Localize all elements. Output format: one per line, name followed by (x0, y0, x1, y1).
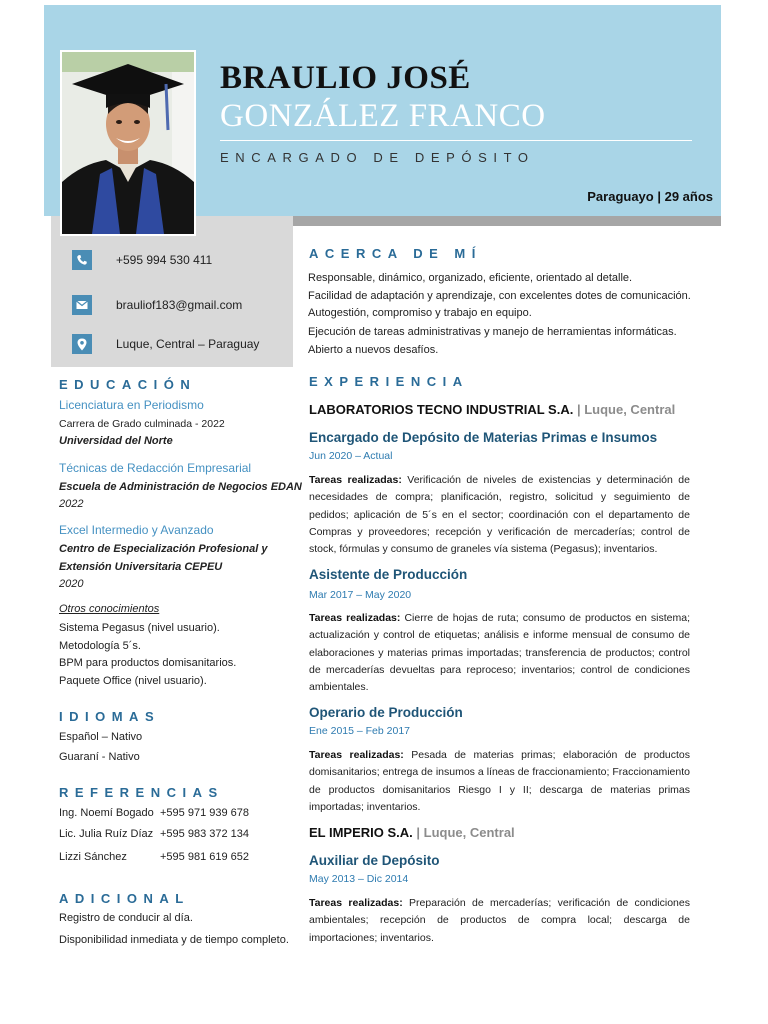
company-title: EL IMPERIO S.A. (309, 825, 413, 840)
contact-location: Luque, Central – Paraguay (116, 337, 260, 351)
additional-item: Registro de conducir al día. (59, 912, 193, 924)
role-title: Asistente de Producción (309, 567, 468, 582)
company-name (309, 402, 675, 417)
tasks-text: Cierre de hojas de ruta; consumo de productos en sistema; actualización y control de etiquetas; análisis e informe mensual de consumo de elaboraciones y materias primas importadas; transferencia de productos; control de mercaderías devueltas para reproceso; inventarios; control de condiciones ambientales. (309, 612, 691, 694)
last-name: GONZÁLEZ FRANCO (220, 98, 546, 134)
about-line: Responsable, dinámico, organizado, eficiente, orientado al detalle. (308, 272, 633, 284)
email-icon (72, 295, 92, 315)
contact-email[interactable]: brauliof183@gmail.com (116, 298, 243, 312)
languages-title: IDIOMAS (59, 709, 161, 724)
company-name (309, 825, 515, 840)
role-tasks (309, 610, 690, 696)
additional-title: ADICIONAL (59, 891, 190, 906)
company-location: | Luque, Central (416, 825, 515, 840)
reference-phone: +595 971 939 678 (160, 807, 250, 819)
additional-item: Disponibilidad inmediata y de tiempo completo. (59, 934, 289, 946)
education-detail: Carrera de Grado culminada - 2022 (59, 418, 225, 430)
about-line: Facilidad de adaptación y aprendizaje, con excelentes dotes de comunicación. (308, 290, 691, 302)
reference-phone: +595 983 372 134 (160, 828, 250, 840)
tasks-text: Verificación de niveles de existencias y determinación de necesidades de compra; planificación, registro, solicitud y seguimiento de pedidos; aplicación de 5´s en el sector; coordinación con el departamento de Compras y proveedores; recepción y verificación de mercaderías; control de stock, fórmulas y consumo de graneles vía sistema (Pegasus); inventarios. (309, 474, 690, 556)
contact-location-row (72, 334, 260, 354)
contact-phone[interactable]: +595 994 530 411 (116, 253, 213, 267)
education-degree: Excel Intermedio y Avanzado (59, 523, 214, 537)
reference-name: Ing. Noemí Bogado (59, 807, 154, 819)
role-tasks (309, 472, 690, 558)
education-year: 2020 (59, 578, 84, 590)
tasks-label: Tareas realizadas: (309, 897, 403, 909)
role-dates: May 2013 – Dic 2014 (309, 873, 409, 885)
reference-name: Lic. Julia Ruíz Díaz (59, 828, 154, 840)
reference-phone: +595 981 619 652 (160, 851, 250, 863)
role-tasks (309, 895, 690, 947)
nationality-age: Paraguayo | 29 años (587, 189, 713, 204)
profile-photo (60, 50, 196, 236)
education-degree: Licenciatura en Periodismo (59, 398, 204, 412)
tasks-label: Tareas realizadas: (309, 749, 404, 761)
job-title: ENCARGADO DE DEPÓSITO (220, 150, 535, 165)
role-title: Encargado de Depósito de Materias Primas e Insumos (309, 430, 658, 445)
education-institution: Universidad del Norte (59, 435, 173, 447)
graduate-portrait-image (62, 52, 194, 234)
about-line: Autogestión, compromiso y trabajo en equipo. (308, 307, 532, 319)
name-underline (220, 140, 692, 141)
education-title: EDUCACIÓN (59, 377, 197, 392)
experience-title: EXPERIENCIA (309, 374, 469, 389)
education-institution: Extensión Universitaria CEPEU (59, 561, 223, 573)
location-pin-icon (72, 334, 92, 354)
education-degree: Técnicas de Redacción Empresarial (59, 461, 252, 475)
header-divider-strip (292, 216, 721, 226)
other-knowledge-item: BPM para productos domisanitarios. (59, 657, 237, 669)
tasks-text: Preparación de mercaderías; verificación de condiciones ambientales; recepción de productos de compra local; descarga de importaciones; inventarios. (309, 897, 690, 944)
role-dates: Jun 2020 – Actual (309, 450, 393, 462)
phone-icon (72, 250, 92, 270)
first-name: BRAULIO JOSÉ (220, 60, 471, 96)
role-tasks (309, 747, 690, 816)
education-institution: Centro de Especialización Profesional y (59, 543, 268, 555)
role-title: Operario de Producción (309, 705, 463, 720)
about-title: ACERCA DE MÍ (309, 246, 482, 261)
contact-phone-row (72, 250, 213, 270)
other-knowledge-item: Sistema Pegasus (nivel usuario). (59, 622, 220, 634)
references-title: REFERENCIAS (59, 785, 224, 800)
company-title: LABORATORIOS TECNO INDUSTRIAL S.A. (309, 402, 574, 417)
tasks-label: Tareas realizadas: (309, 474, 402, 486)
about-line: Ejecución de tareas administrativas y manejo de herramientas informáticas. (308, 326, 677, 338)
education-year: 2022 (59, 498, 84, 510)
language-item: Español – Nativo (59, 731, 143, 743)
other-knowledge-item: Metodología 5´s. (59, 640, 141, 652)
role-title: Auxiliar de Depósito (309, 853, 440, 868)
tasks-label: Tareas realizadas: (309, 612, 401, 624)
reference-name: Lizzi Sánchez (59, 851, 127, 863)
education-institution: Escuela de Administración de Negocios EDAN (59, 481, 302, 493)
other-knowledge-title: Otros conocimientos (59, 603, 160, 615)
contact-email-row (72, 295, 243, 315)
language-item: Guaraní - Nativo (59, 751, 140, 763)
role-dates: Mar 2017 – May 2020 (309, 589, 412, 601)
company-location: | Luque, Central (576, 402, 676, 417)
role-dates: Ene 2015 – Feb 2017 (309, 725, 411, 737)
other-knowledge-item: Paquete Office (nivel usuario). (59, 675, 207, 687)
about-line: Abierto a nuevos desafíos. (308, 344, 439, 356)
tasks-text: Pesada de materias primas; elaboración de productos domisanitarios; entrega de insumos a líneas de fraccionamiento; Fraccionamiento de productos domisanitarios Riesgo I y II; descarga de materias primas importadas; inventarios. (309, 749, 691, 813)
